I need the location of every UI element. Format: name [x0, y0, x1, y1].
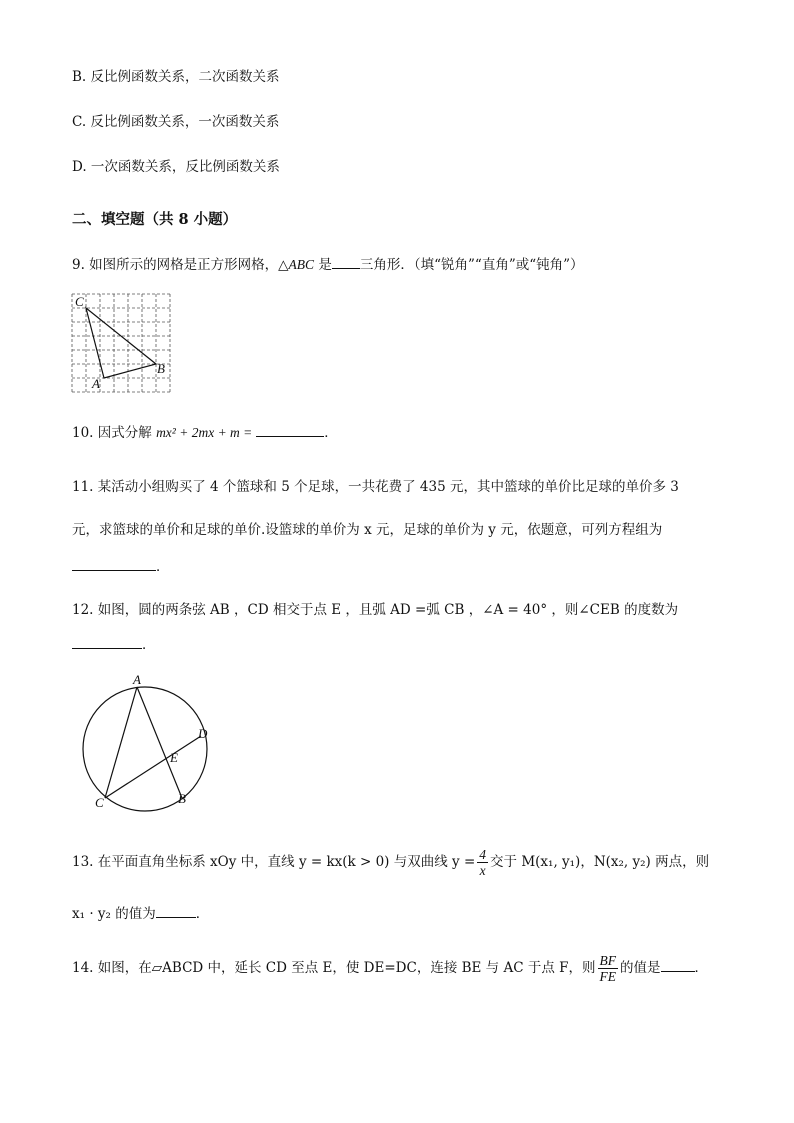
- question-12-line-1: 12. 如图，圆的两条弦 AB ，CD 相交于点 E ，且弧 AD =弧 CB ，∠A = 40° ，则∠CEB 的度数为: [72, 602, 679, 618]
- q12-label-c: C: [95, 795, 104, 810]
- question-13-line-2: [72, 905, 209, 923]
- q13-text-a: 13. 在平面直角坐标系 xOy 中，直线 y = kx(k > 0) 与双曲线 y =: [72, 854, 476, 870]
- q14-answer-blank[interactable]: [661, 959, 695, 972]
- q9-math: △ABC: [278, 257, 315, 272]
- option-c: C. 反比例函数关系，一次函数关系: [72, 114, 280, 130]
- question-11-line-3: [72, 558, 170, 576]
- q9-text-c: 三角形．（填“锐角”“直角”或“钝角”）: [359, 257, 584, 273]
- q9-text-b: 是: [314, 257, 332, 273]
- q11-end: ．: [156, 559, 170, 575]
- q12-label-d: D: [198, 726, 208, 741]
- question-9: [72, 256, 584, 274]
- q13-line2-b: ．: [195, 906, 210, 922]
- q10-text-a: 10. 因式分解: [72, 425, 157, 441]
- segment-ac: [105, 687, 137, 798]
- question-12-line-2: [72, 636, 156, 654]
- q14-frac-num: BF: [599, 953, 617, 968]
- triangle-abc: [86, 308, 156, 378]
- q12-label-e: E: [170, 750, 178, 765]
- option-b: B. 反比例函数关系，二次函数关系: [72, 69, 280, 85]
- q9-label-a: A: [92, 376, 100, 391]
- q12-answer-blank[interactable]: [72, 636, 142, 649]
- q14-text-c: ．: [694, 960, 709, 976]
- q14-text-b: 的值是: [620, 960, 661, 976]
- q13-text-b: 交于 M(x₁, y₁)，N(x₂, y₂) 两点，则: [490, 854, 710, 870]
- q13-frac-den: x: [479, 863, 486, 878]
- q10-text-b: ．: [324, 425, 338, 441]
- q12-circle-figure: [76, 672, 226, 814]
- q14-text-a: 14. 如图，在▱ABCD 中，延长 CD 至点 E，使 DE=DC，连接 BE 与 AC 于点 F，则: [72, 960, 596, 976]
- q13-line2-a: x₁ · y₂ 的值为: [72, 906, 156, 922]
- q9-label-c: C: [75, 294, 84, 309]
- q10-answer-blank[interactable]: [256, 424, 324, 437]
- q13-fraction: [477, 847, 488, 878]
- q13-frac-num: 4: [479, 847, 487, 862]
- q10-math: mx² + 2mx + m =: [156, 425, 253, 440]
- q14-fraction: [598, 953, 619, 984]
- q12-end: ．: [142, 637, 156, 653]
- q9-grid-figure: [70, 292, 174, 396]
- question-14: [72, 951, 708, 985]
- question-13-line-1: [72, 845, 709, 879]
- q9-label-b: B: [157, 361, 165, 376]
- q9-text-a: 9. 如图所示的网格是正方形网格，: [72, 257, 279, 273]
- chord-cd: [105, 736, 201, 798]
- q12-label-a: A: [133, 672, 141, 687]
- chord-ab: [137, 687, 182, 798]
- q12-label-b: B: [178, 791, 186, 806]
- section-heading: 二、填空题（共 8 小题）: [72, 211, 238, 228]
- question-10: [72, 424, 338, 442]
- q13-answer-blank[interactable]: [156, 905, 196, 918]
- q14-frac-den: FE: [599, 969, 617, 984]
- question-11-line-2: 元，求篮球的单价和足球的单价.设篮球的单价为 x 元，足球的单价为 y 元，依题意，可列方程组为: [72, 522, 663, 538]
- question-11-line-1: 11. 某活动小组购买了 4 个篮球和 5 个足球，一共花费了 435 元，其中篮球的单价比足球的单价多 3: [72, 479, 679, 495]
- option-d: D. 一次函数关系，反比例函数关系: [72, 159, 280, 175]
- q11-answer-blank[interactable]: [72, 558, 156, 571]
- q9-answer-blank[interactable]: [332, 256, 360, 269]
